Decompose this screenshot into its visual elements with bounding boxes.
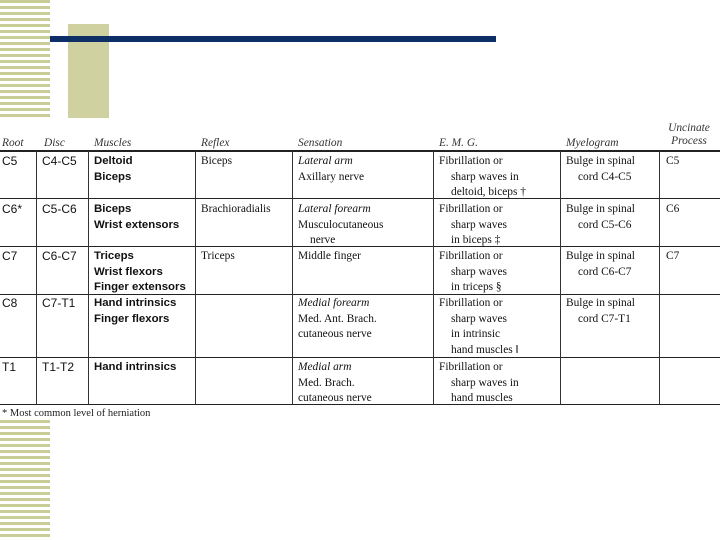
muscle-item: Deltoid [94,155,133,167]
cell-emg [439,249,507,296]
cell-myelogram [566,202,635,233]
muscle-item: Finger flexors [94,312,170,325]
sensation-region: Lateral forearm [298,203,371,215]
muscle-item: Biceps [94,170,132,183]
row-divider [0,198,720,199]
header-reflex: Reflex [201,137,230,149]
sensation-item: nerve [310,234,336,247]
column-divider [292,151,293,404]
table-header [0,120,720,150]
cell-disc: T1-T2 [42,360,75,374]
cell-sensation [298,360,372,407]
row-divider [0,357,720,358]
cell-uncinate: C7 [666,250,680,262]
cell-disc: C5-C6 [42,202,77,216]
column-divider [433,151,434,404]
header-emg: E. M. G. [439,137,478,149]
emg-line: sharp waves [451,218,507,231]
cell-muscles [94,202,179,233]
header-sensation: Sensation [298,137,343,149]
radiculopathy-table [0,120,720,420]
column-divider [36,151,37,404]
sensation-item: Med. Ant. Brach. [298,312,377,325]
title-bar-accent [50,36,496,42]
sensation-region: Medial arm [298,361,352,373]
emg-line: Fibrillation or [439,155,503,167]
myelogram-line: cord C7-T1 [578,312,631,325]
column-divider [659,151,660,404]
header-disc: Disc [44,137,65,149]
muscle-item: Wrist extensors [94,218,180,231]
cell-sensation [298,249,361,265]
header-root: Root [2,137,24,149]
myelogram-line: cord C4-C5 [578,170,632,183]
column-divider [560,151,561,404]
header-uncinate-line2: Process [671,134,707,147]
cell-myelogram [566,296,635,327]
cell-reflex: Brachioradialis [201,203,271,215]
cell-muscles [94,360,176,376]
header-muscles: Muscles [94,137,132,149]
cell-sensation [298,202,383,249]
myelogram-line: Bulge in spinal [566,250,635,262]
cell-root: C7 [2,249,18,263]
cell-disc: C6-C7 [42,249,77,263]
myelogram-line: Bulge in spinal [566,297,635,309]
cell-root: C6* [2,202,23,216]
cell-myelogram [566,249,635,280]
cell-reflex: Biceps [201,155,233,167]
cell-root: T1 [2,360,17,374]
decorative-stripes-top [0,0,50,118]
emg-line: hand muscles [451,392,513,405]
cell-uncinate: C5 [666,155,680,167]
cell-emg [439,296,519,358]
emg-line: sharp waves in [451,170,519,183]
header-divider [0,150,720,152]
sensation-item: Musculocutaneous [298,218,384,231]
muscle-item: Hand intrinsics [94,361,177,373]
sensation-item: Middle finger [298,250,361,262]
emg-line: sharp waves [451,312,507,325]
sensation-item: Med. Brach. [298,376,355,389]
myelogram-line: cord C5-C6 [578,218,632,231]
sensation-region: Lateral arm [298,155,353,167]
sensation-item: Axillary nerve [298,170,365,183]
emg-line: hand muscles ‖ [451,343,519,356]
cell-root: C5 [2,154,18,168]
column-divider [88,151,89,404]
myelogram-line: cord C6-C7 [578,265,632,278]
myelogram-line: Bulge in spinal [566,155,635,167]
emg-line: sharp waves [451,265,507,278]
muscle-item: Finger extensors [94,281,186,294]
emg-line: in biceps ‡ [451,234,501,247]
cell-uncinate: C6 [666,203,680,215]
cell-sensation [298,296,377,343]
emg-line: in triceps § [451,281,502,294]
table-footnote: * Most common level of herniation [2,408,151,419]
cell-emg [439,202,507,249]
myelogram-line: Bulge in spinal [566,203,635,215]
cell-myelogram [566,154,635,185]
cell-muscles [94,154,133,185]
emg-line: in intrinsic [451,328,501,341]
header-myelogram: Myelogram [566,137,619,149]
muscle-item: Triceps [94,250,134,262]
column-divider [195,151,196,404]
muscle-item: Hand intrinsics [94,297,177,309]
cell-muscles [94,296,176,327]
header-uncinate [660,122,718,147]
emg-line: Fibrillation or [439,203,503,215]
muscle-item: Wrist flexors [94,265,163,278]
emg-line: Fibrillation or [439,297,503,309]
cell-reflex: Triceps [201,250,235,262]
muscle-item: Biceps [94,203,132,215]
header-uncinate-line1: Uncinate [668,122,710,134]
emg-line: sharp waves in [451,376,519,389]
sensation-item: cutaneous nerve [298,328,372,341]
sensation-item: cutaneous nerve [298,392,372,405]
emg-line: Fibrillation or [439,361,503,373]
decorative-stripes-bottom [0,420,50,540]
emg-line: deltoid, biceps † [451,186,526,199]
cell-emg [439,360,519,407]
cell-disc: C7-T1 [42,296,76,310]
cell-sensation [298,154,364,185]
sensation-region: Medial forearm [298,297,370,309]
emg-line: Fibrillation or [439,250,503,262]
cell-root: C8 [2,296,18,310]
cell-disc: C4-C5 [42,154,77,168]
cell-muscles [94,249,186,296]
cell-emg [439,154,526,201]
